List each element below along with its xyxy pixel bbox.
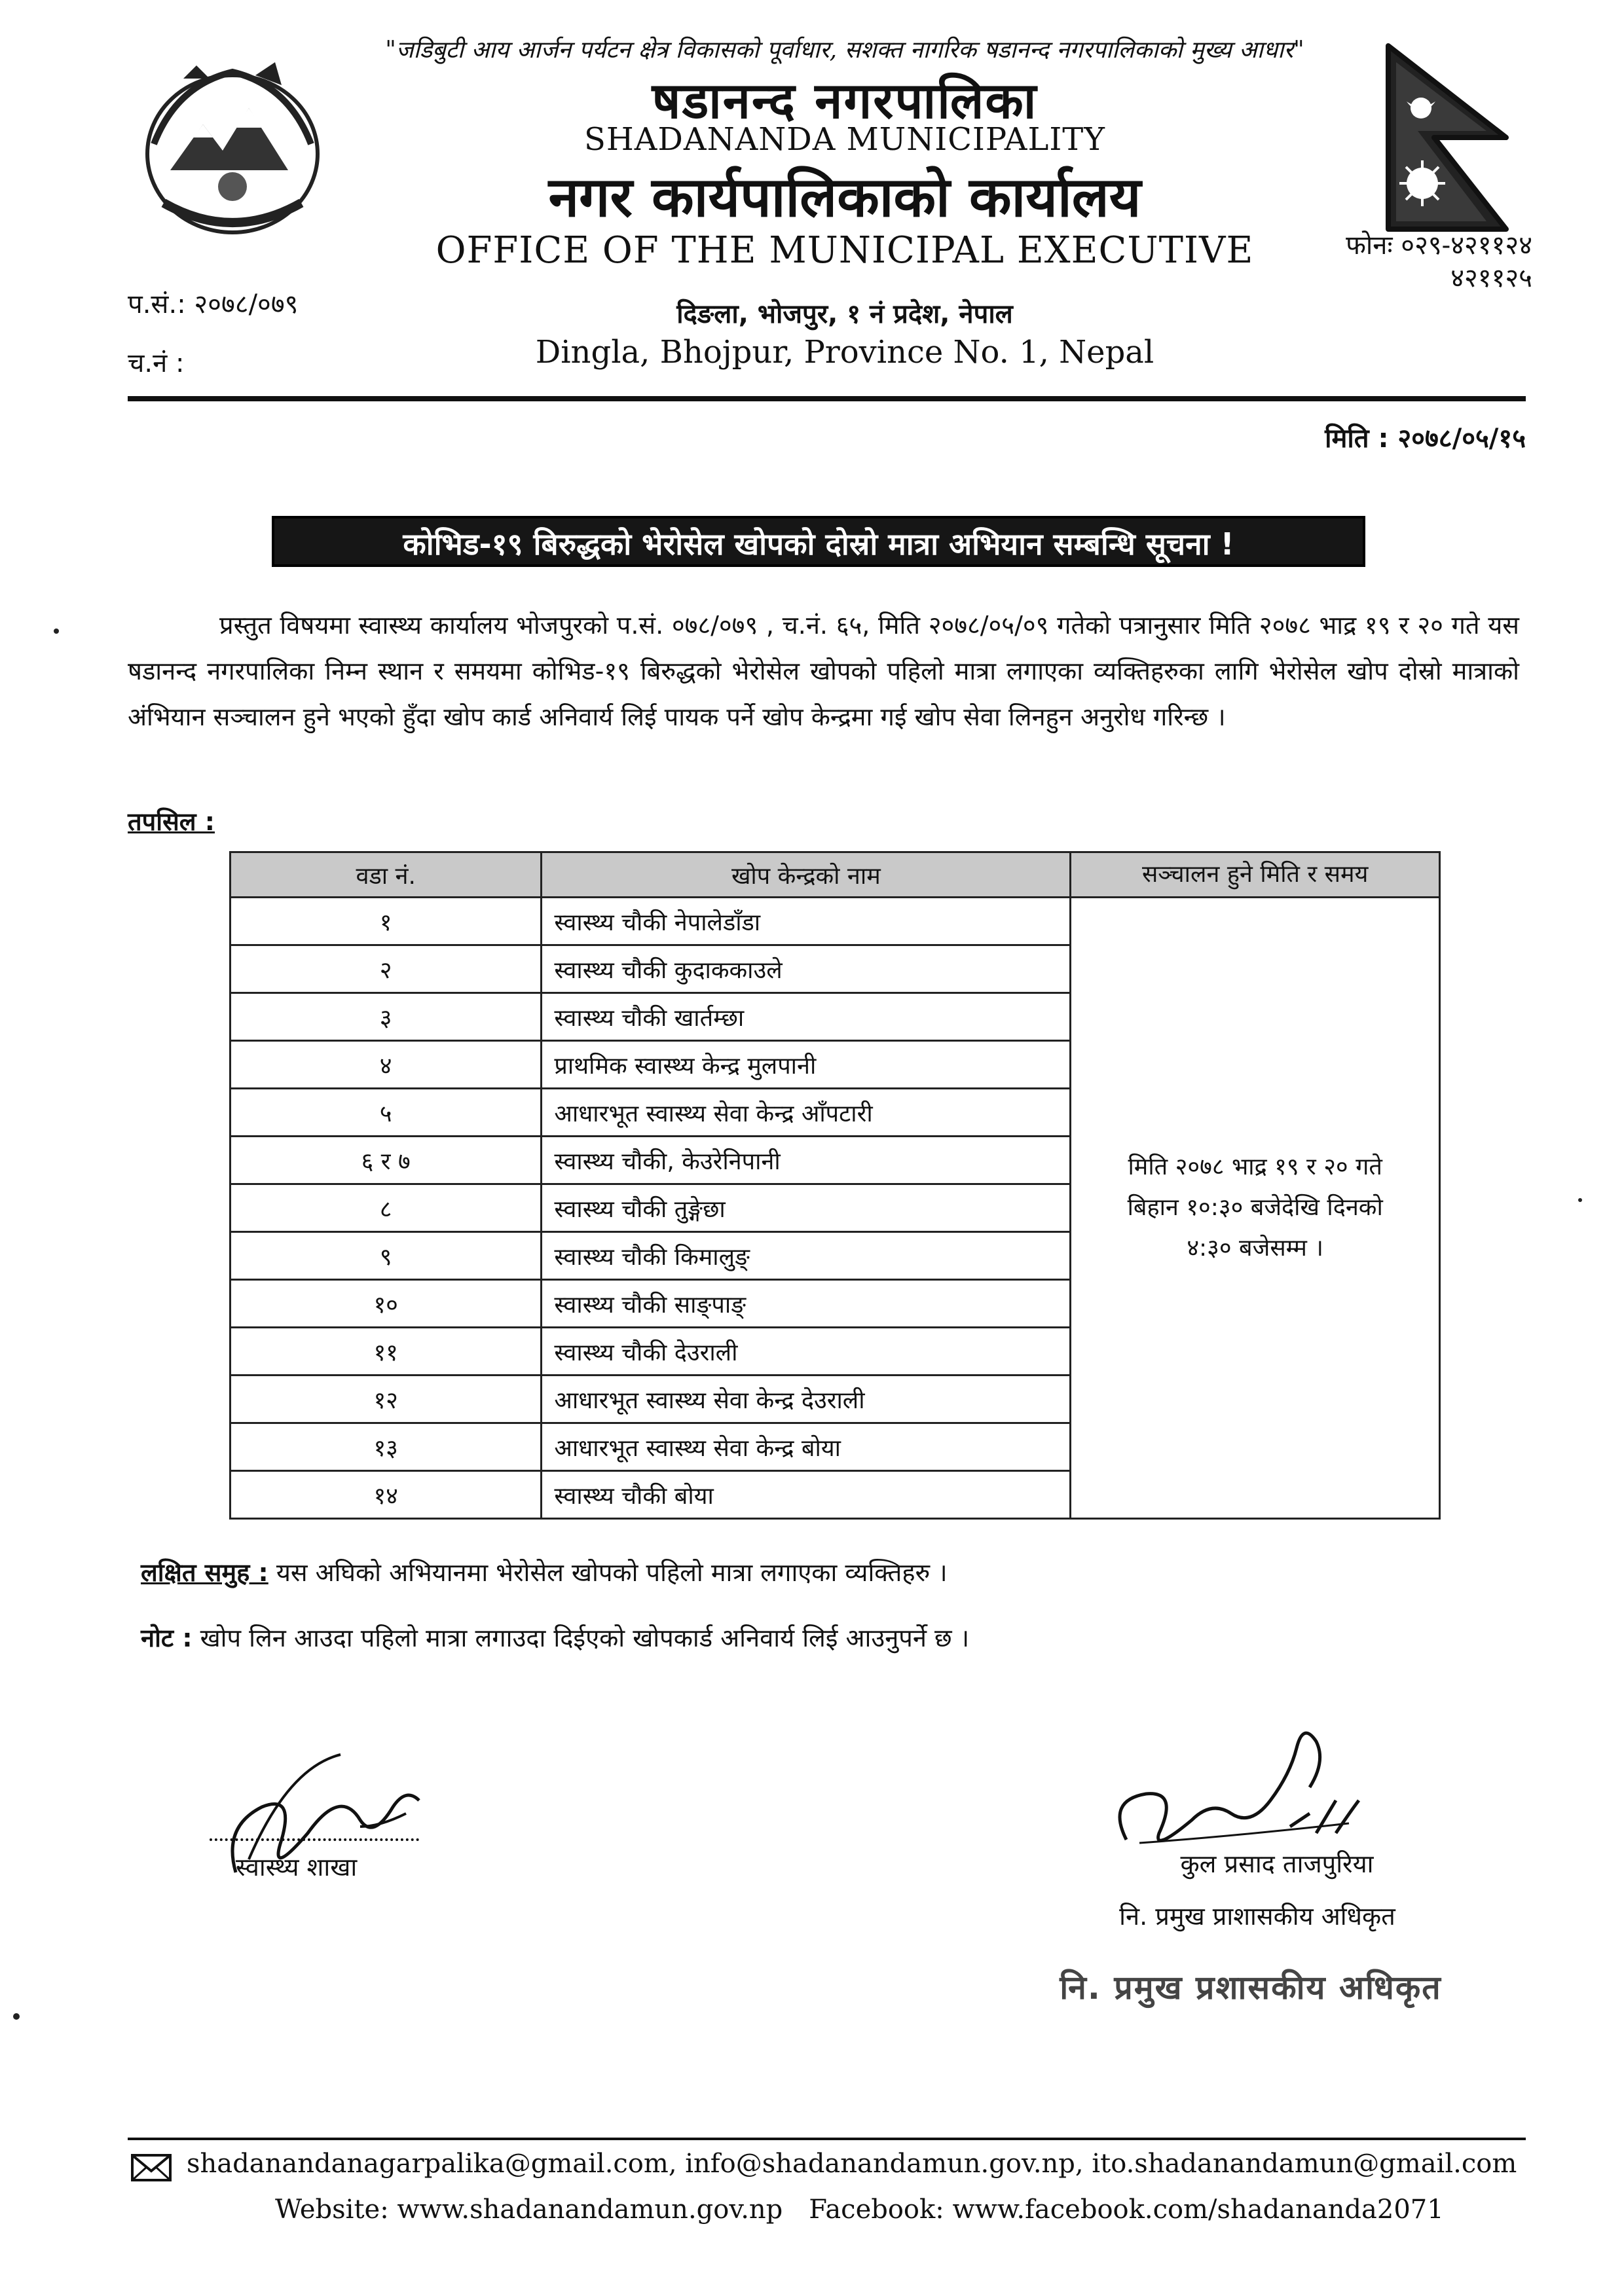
target-group-text: यस अघिको अभियानमा भेरोसेल खोपको पहिलो मात्रा लगाएका व्यक्तिहरु । xyxy=(268,1558,948,1587)
table-row xyxy=(231,898,1440,945)
note-text: खोप लिन आउदा पहिलो मात्रा लगाउदा दिईएको खोपकार्ड अनिवार्य लिई आउनुपर्ने छ । xyxy=(192,1624,970,1652)
footer-web-links xyxy=(275,2195,1444,2225)
note xyxy=(141,1620,969,1654)
header-divider xyxy=(128,396,1526,401)
footer-facebook: Facebook: www.facebook.com/shadananda2071 xyxy=(809,2195,1444,2225)
municipality-name-nepali: षडानन्द नगरपालिका xyxy=(652,71,1038,130)
ward-cell: १० xyxy=(231,1280,542,1328)
ward-cell: ३ xyxy=(231,993,542,1041)
center-cell: स्वास्थ्य चौकी किमालुङ् xyxy=(542,1232,1071,1280)
ward-cell: ४ xyxy=(231,1041,542,1089)
target-group xyxy=(141,1555,948,1589)
reference-number: प.सं.: २०७८/०७९ xyxy=(128,289,299,319)
signature-line-left xyxy=(210,1838,419,1841)
center-cell: आधारभूत स्वास्थ्य सेवा केन्द्र बोया xyxy=(542,1423,1071,1471)
municipal-motto: "जडिबुटी आय आर्जन पर्यटन क्षेत्र विकासको पूर्वाधार, सशक्त नागरिक षडानन्द नगरपालिकाको मुख्य आधार" xyxy=(385,37,1304,64)
phone-line-1: फोनः ०२९-४२११२४ xyxy=(1346,230,1532,261)
ward-cell: २ xyxy=(231,945,542,993)
nepal-flag-icon xyxy=(1382,39,1519,236)
schedule-cell xyxy=(1071,898,1440,1519)
schedule-line-2: बिहान १०:३० बजेदेखि दिनको xyxy=(1127,1194,1383,1221)
ward-cell: १ xyxy=(231,898,542,945)
letter-date: मिति : २०७८/०५/१५ xyxy=(1325,424,1526,454)
scan-speck xyxy=(13,2013,20,2020)
officer-stamp: नि. प्रमुख प्रशासकीय अधिकृत xyxy=(1060,1969,1442,2007)
center-cell: स्वास्थ्य चौकी देउराली xyxy=(542,1328,1071,1376)
center-cell: स्वास्थ्य चौकी कुदाककाउले xyxy=(542,945,1071,993)
scan-speck xyxy=(1578,1198,1582,1202)
ward-cell: १४ xyxy=(231,1471,542,1519)
office-name-nepali: नगर कार्यपालिकाको कार्यालय xyxy=(548,165,1141,229)
ward-cell: १३ xyxy=(231,1423,542,1471)
center-cell: स्वास्थ्य चौकी, केउरेनिपानी xyxy=(542,1137,1071,1184)
ward-cell: ५ xyxy=(231,1089,542,1137)
center-cell: स्वास्थ्य चौकी खार्तम्छा xyxy=(542,993,1071,1041)
schedule-line-1: मिति २०७८ भाद्र १९ र २० गते xyxy=(1128,1154,1382,1180)
center-cell: स्वास्थ्य चौकी तुङ्गेछा xyxy=(542,1184,1071,1232)
office-name-english: OFFICE OF THE MUNICIPAL EXECUTIVE xyxy=(435,229,1254,272)
center-cell: स्वास्थ्य चौकी साङ्पाङ् xyxy=(542,1280,1071,1328)
table-header-row xyxy=(231,852,1440,898)
phone-numbers xyxy=(1251,229,1532,295)
center-cell: स्वास्थ्य चौकी बोया xyxy=(542,1471,1071,1519)
footer-divider xyxy=(128,2138,1526,2140)
footer-website: Website: www.shadanandamun.gov.np xyxy=(275,2195,783,2225)
notice-body: प्रस्तुत विषयमा स्वास्थ्य कार्यालय भोजपुरको प.सं. ०७८/०७९ , च.नं. ६५, मिति २०७८/०५/०९ गतेको पत्रानुसार मिति २०७८ भाद्र १९ र २० गते यस षडानन्द नगरपालिका निम्न स्थान र समयमा कोभिड-१९ बिरुद्धको भेरोसेल खोपको पहिलो मात्रा लगाएका व्यक्तिहरुका लागि भेरोसेल खोप दोस्रो मात्राको अंभियान सञ्चालन हुने भएको हुँदा खोप कार्ड अनिवार्य लिई पायक पर्ने खोप केन्द्रमा गई खोप सेवा लिनहुन अनुरोध गरिन्छ । xyxy=(128,611,1519,731)
address-english: Dingla, Bhojpur, Province No. 1, Nepal xyxy=(535,334,1154,371)
officer-title: नि. प्रमुख प्राशासकीय अधिकृत xyxy=(1119,1902,1395,1931)
mail-icon xyxy=(131,2154,172,2181)
center-cell: प्राथमिक स्वास्थ्य केन्द्र मुलपानी xyxy=(542,1041,1071,1089)
schedule-line-3: ४:३० बजेसम्म । xyxy=(1187,1235,1324,1262)
center-cell: आधारभूत स्वास्थ्य सेवा केन्द्र आँपटारी xyxy=(542,1089,1071,1137)
notice-title: कोभिड-१९ बिरुद्धको भेरोसेल खोपको दोस्रो मात्रा अभियान सम्बन्धि सूचना ! xyxy=(272,516,1365,567)
address-nepali: दिङला, भोजपुर, १ नं प्रदेश, नेपाल xyxy=(676,299,1013,329)
scan-speck xyxy=(54,629,59,634)
ward-cell: ६ र ७ xyxy=(231,1137,542,1184)
center-cell: आधारभूत स्वास्थ्य सेवा केन्द्र देउराली xyxy=(542,1376,1071,1423)
vaccination-schedule-table xyxy=(229,851,1441,1520)
ward-cell: १२ xyxy=(231,1376,542,1423)
municipality-name-english: SHADANANDA MUNICIPALITY xyxy=(584,121,1105,158)
ward-cell: ८ xyxy=(231,1184,542,1232)
dispatch-number: च.नं : xyxy=(128,348,185,378)
phone-line-2: ४२११२५ xyxy=(1450,263,1532,293)
header-center-name: खोप केन्द्रको नाम xyxy=(542,852,1071,898)
center-cell: स्वास्थ्य चौकी नेपालेडाँडा xyxy=(542,898,1071,945)
details-label: तपसिल : xyxy=(128,807,215,836)
ward-cell: ११ xyxy=(231,1328,542,1376)
header-ward-no: वडा नं. xyxy=(231,852,542,898)
note-label: नोट : xyxy=(141,1624,193,1652)
ward-cell: ९ xyxy=(231,1232,542,1280)
health-section-title: स्वास्थ्य शाखा xyxy=(236,1853,358,1882)
header-date-time: सञ्चालन हुने मिति र समय xyxy=(1071,852,1440,898)
target-group-label: लक्षित समुह : xyxy=(141,1558,268,1587)
footer-emails: shadanandanagarpalika@gmail.com, info@shadanandamun.gov.np, ito.shadanandamun@gmail.com xyxy=(187,2149,1517,2179)
officer-name: कुल प्रसाद ताजपुरिया xyxy=(1180,1850,1374,1878)
